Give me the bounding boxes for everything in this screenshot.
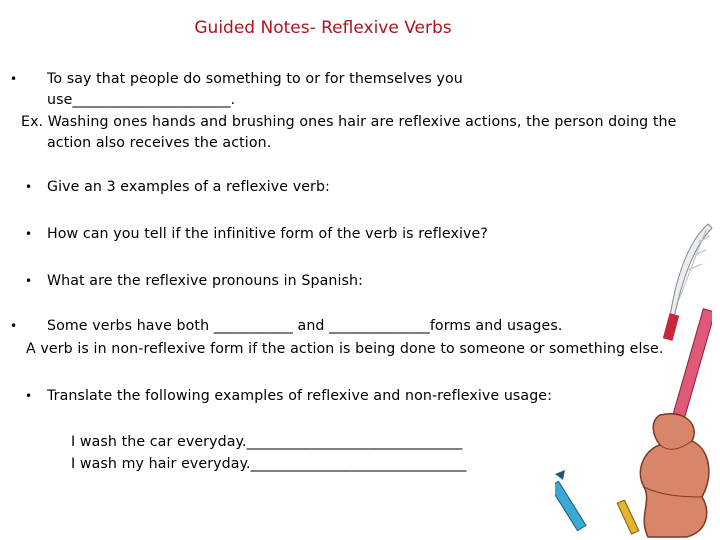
translation-line-1: I wash the car everyday.______________________________	[71, 434, 463, 450]
bullet-1-line-2: use______________________.	[47, 92, 236, 108]
bullet-icon: •	[10, 72, 18, 86]
translation-line-2: I wash my hair everyday.______________________________	[71, 456, 467, 472]
bullet-6: Translate the following examples of reflexive and non-reflexive usage:	[47, 388, 553, 404]
bullet-icon: •	[25, 227, 33, 241]
example-line-1: Ex. Washing ones hands and brushing ones hair are reflexive actions, the person doing the	[21, 114, 677, 130]
pen-icon	[555, 470, 615, 538]
bullet-icon: •	[25, 180, 33, 194]
bullet-icon: •	[25, 389, 33, 403]
page-title: Guided Notes- Reflexive Verbs	[194, 18, 452, 38]
example-line-2: action also receives the action.	[47, 135, 272, 151]
bullet-2: Give an 3 examples of a reflexive verb:	[47, 179, 330, 195]
bullet-4: What are the reflexive pronouns in Spanish:	[47, 273, 363, 289]
bullet-3: How can you tell if the infinitive form of the verb is reflexive?	[47, 226, 488, 242]
bullet-icon: •	[25, 274, 33, 288]
bullet-1-line-1: To say that people do something to or for themselves you	[47, 71, 463, 87]
bullet-icon: •	[10, 319, 18, 333]
bullet-5: Some verbs have both ___________ and ______________forms and usages.	[47, 318, 563, 334]
bullet-5-line-2: A verb is in non-reflexive form if the action is being done to someone or something else.	[26, 341, 664, 357]
pencil-icon	[612, 500, 646, 540]
